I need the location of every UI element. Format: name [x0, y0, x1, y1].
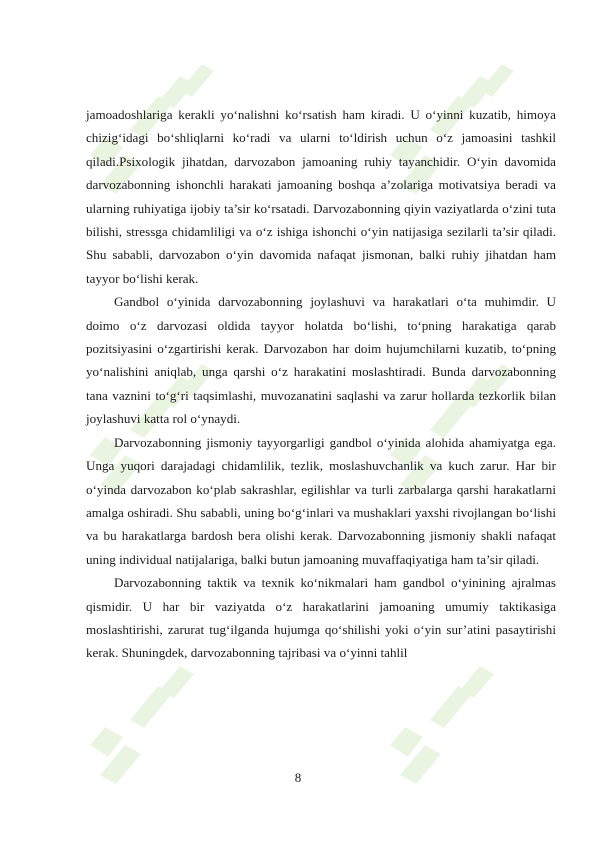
- paragraph: Darvozabonning jismoniy tayyorgarligi gandbol o‘yinida alohida ahamiyatga ega. Unga yuqori darajadagi chidamlilik, tezlik, moslashuvchanlik va kuch zarur. Har bir o‘yinda darvozabon ko‘plab sakrashlar, egilishlar va turli zarbalarga qarshi harakatlarni amalga oshiradi. Shu sababli, uning bo‘g‘inlari va mushaklari yaxshi rivojlangan bo‘lishi va bu harakatlarga bardosh bera olishi kerak. Darvozabonning jismoniy shakli nafaqat uning individual natijalariga, balki butun jamoaning muvaffaqiyatiga ham ta’sir qiladi.: [86, 434, 556, 567]
- paragraph: Darvozabonning taktik va texnik ko‘nikmalari ham gandbol o‘yinining ajralmas qismidir. U har bir vaziyatda o‘z harakatlarini jamoaning umumiy taktikasiga moslashtirishi, zarurat tug‘ilganda hujumga qo‘shilishi yoki o‘yin sur’atini pasaytirishi kerak. Shuningdek, darvozabonning tajribasi va o‘yinni tahlil: [86, 575, 556, 661]
- paragraph: Gandbol o‘yinida darvozabonning joylashuvi va harakatlari o‘ta muhimdir. U doimo o‘z darvozasi oldida tayyor holatda bo‘lishi, to‘pning harakatiga qarab pozitsiyasini o‘zgartirishi kerak. Darvozabon har doim hujumchilarni kuzatib, to‘pning yo‘nalishini aniqlab, unga qarshi o‘z harakatini moslashtiradi. Bunda darvozabonning tana vaznini to‘g‘ri taqsimlashi, muvozanatini saqlashi va zarur hollarda tezkorlik bilan joylashuvi katta rol o‘ynaydi.: [86, 294, 556, 427]
- body-text: [86, 103, 556, 665]
- page-number: 8: [294, 770, 302, 785]
- paragraph: jamoadoshlariga kerakli yo‘nalishni ko‘rsatish ham kiradi. U o‘yinni kuzatib, himoya chizig‘idagi bo‘shliqlarni ko‘radi va ularni to‘ldirish uchun o‘z jamoasini tashkil qiladi.Psixologik jihatdan, darvozabon jamoaning ruhiy tayanchidir. O‘yin davomida darvozabonning ishonchli harakati jamoaning boshqa a’zolariga motivatsiya beradi va ularning ruhiyatiga ijobiy ta’sir ko‘rsatadi. Darvozabonning qiyin vaziyatlarda o‘zini tuta bilishi, stressga chidamliligi va o‘z ishiga ishonchi o‘yin natijasiga sezilarli ta’sir qiladi. Shu sababli, darvozabon o‘yin davomida nafaqat jismonan, balki ruhiy jihatdan ham tayyor bo‘lishi kerak.: [86, 107, 556, 286]
